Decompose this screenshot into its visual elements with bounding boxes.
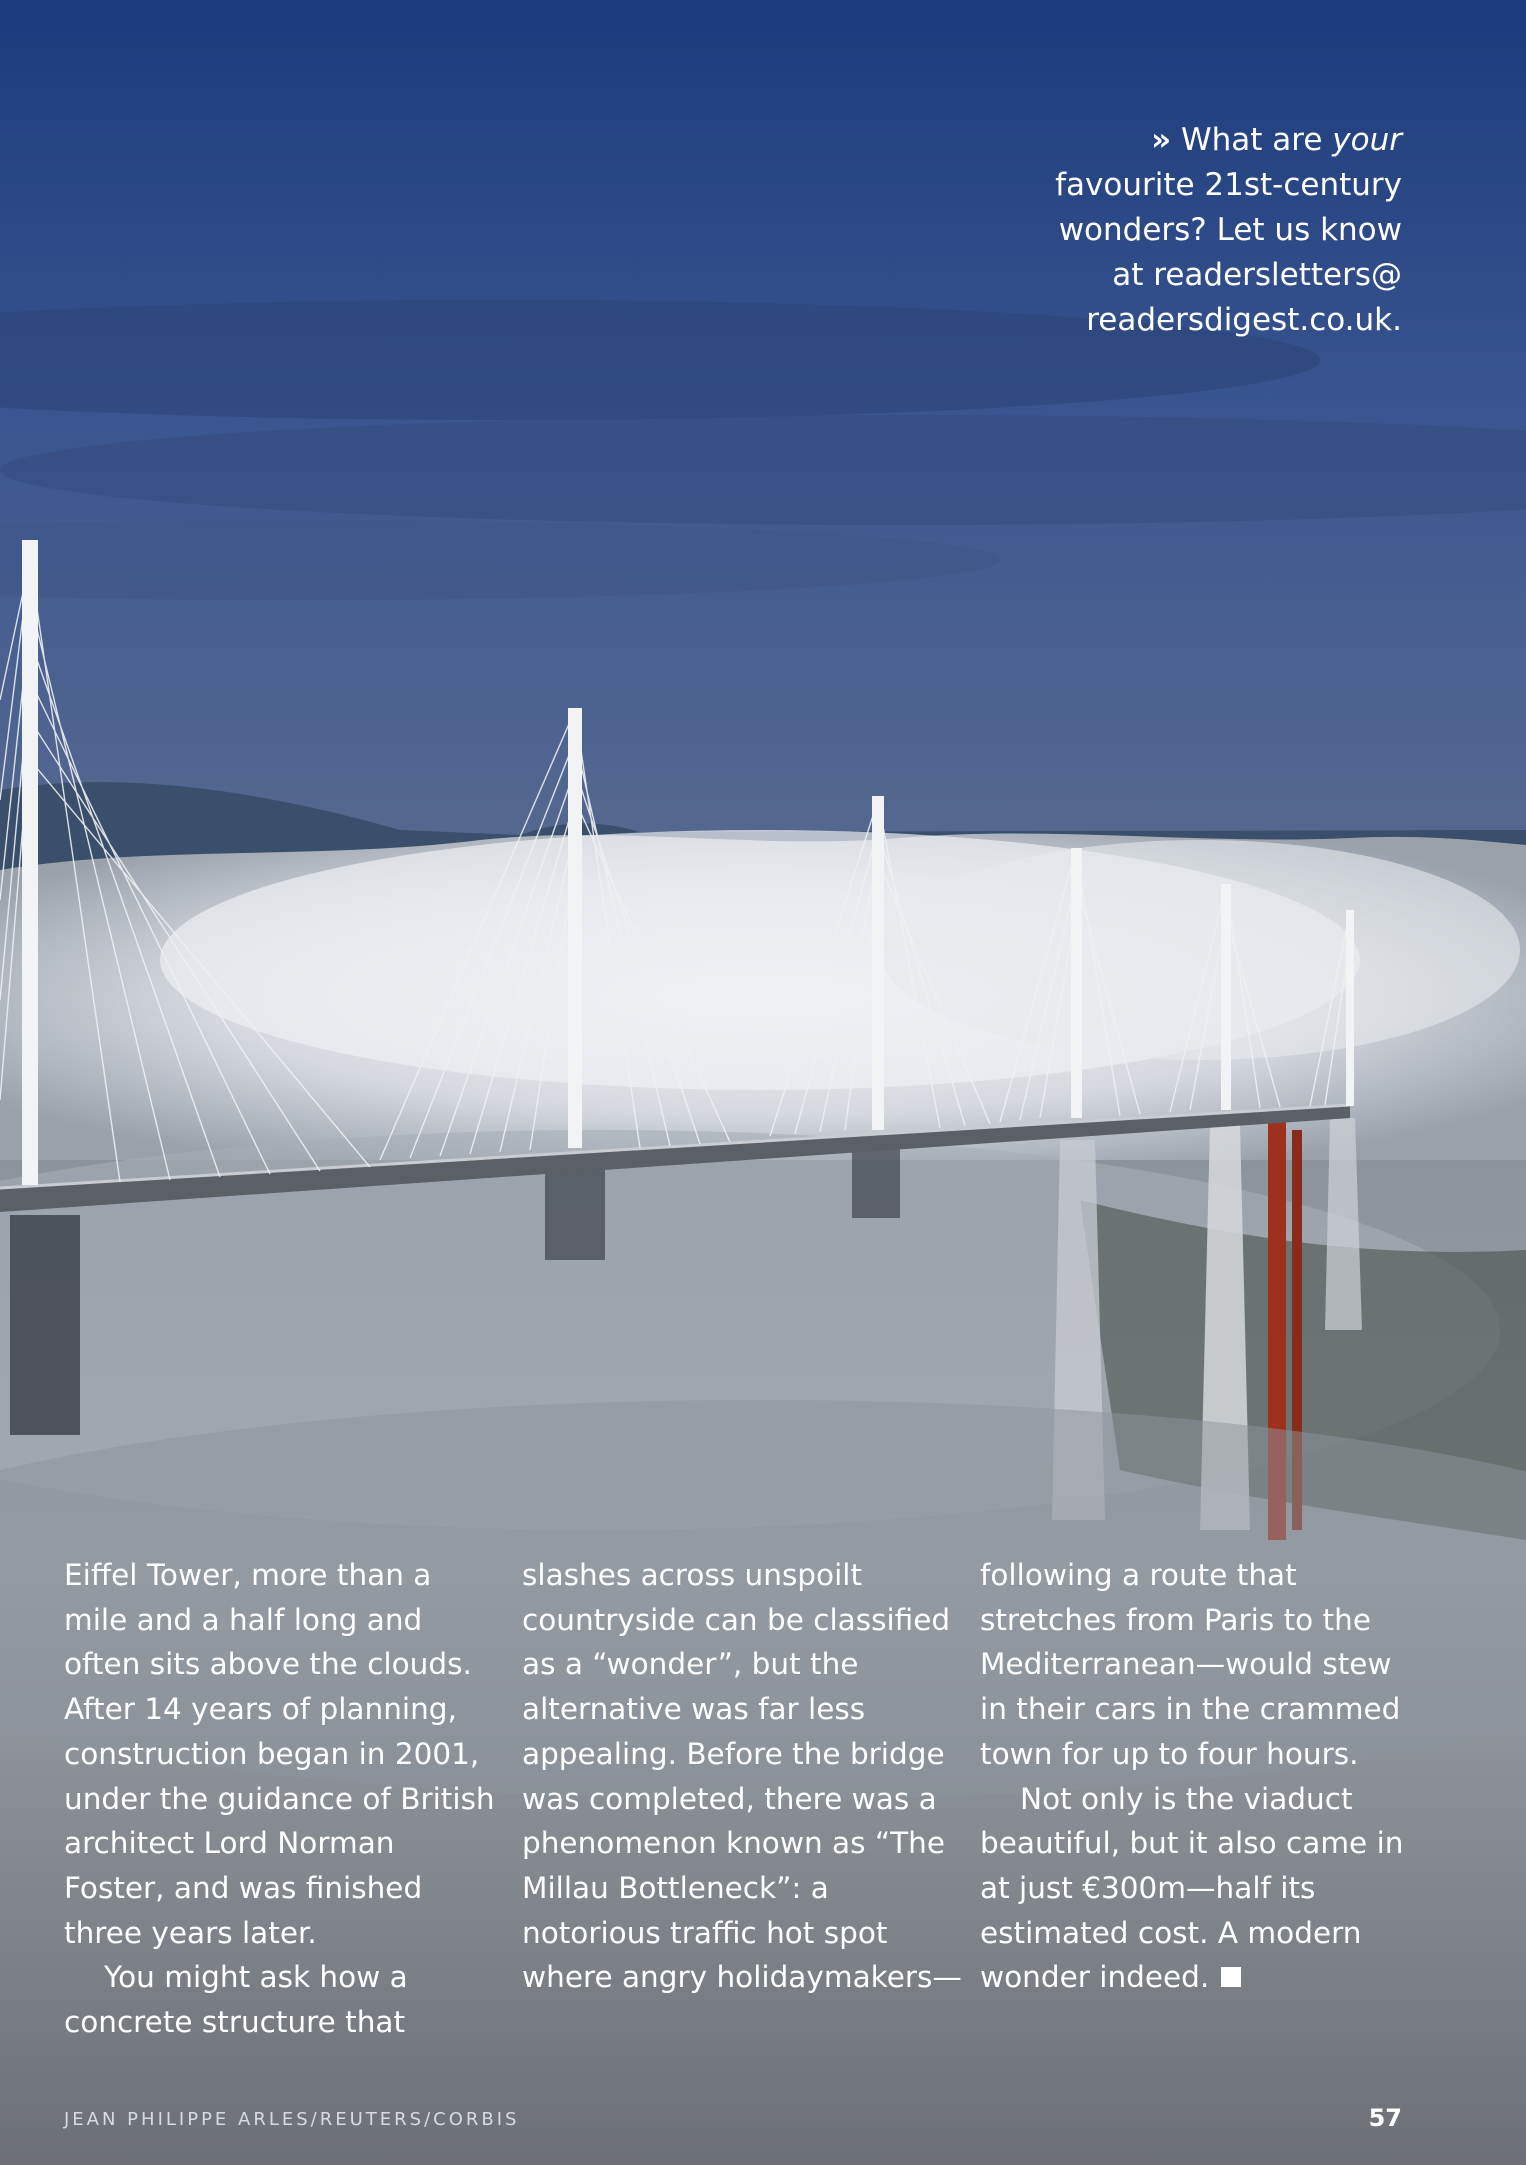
paragraph: You might ask how a concrete structure that	[64, 1960, 408, 2040]
callout-line-2: favourite 21st-century	[1055, 167, 1402, 203]
paragraph: Not only is the viaduct beautiful, but it also came in at just €300m—half its estimated cost. A modern wonder indeed.	[980, 1781, 1404, 1995]
page-number: 57	[1368, 2104, 1402, 2132]
body-column-1	[64, 1553, 504, 2045]
chevron-right-icon: »	[1151, 122, 1172, 158]
callout-line-1: » What are your	[1151, 122, 1402, 158]
body-column-3	[980, 1553, 1420, 2000]
end-of-article-square-icon	[1221, 1967, 1241, 1987]
paragraph: Eiffel Tower, more than a mile and a half long and often sits above the clouds. After 14 years of planning, construction began in 2001, under the guidance of British architect Lord Norman Foster, and was finished three years later.	[64, 1558, 495, 1950]
body-column-2	[522, 1553, 962, 2000]
paragraph: following a route that stretches from Paris to the Mediterranean—would stew in their cars in the crammed town for up to four hours.	[980, 1558, 1401, 1771]
callout-line-3: wonders? Let us know	[1058, 212, 1402, 248]
paragraph: slashes across unspoilt countryside can be classified as a “wonder”, but the alternative was far less appealing. Before the bridge was completed, there was a phenomenon known as “The Millau Bottleneck”: a notorious traffic hot spot where angry holidaymakers—	[522, 1558, 962, 1995]
callout-line-4: at readersletters@	[1112, 257, 1402, 293]
reader-callout	[882, 118, 1402, 343]
callout-line-5: readersdigest.co.uk.	[1086, 302, 1402, 338]
photo-credit: JEAN PHILIPPE ARLES/REUTERS/CORBIS	[64, 2109, 520, 2130]
